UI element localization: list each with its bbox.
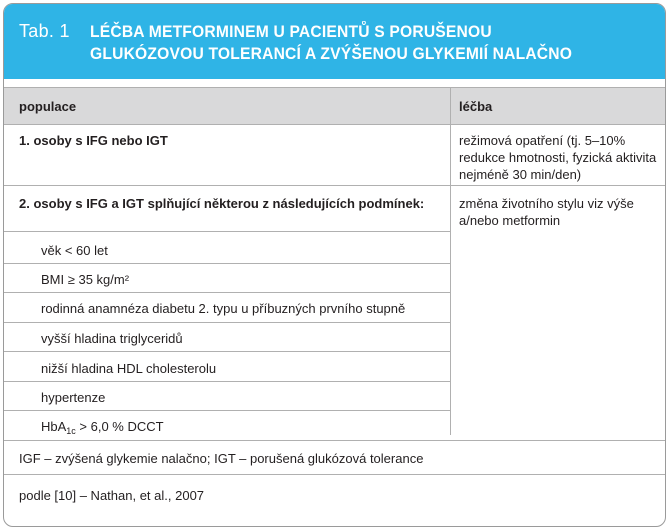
source-note: podle [10] – Nathan, et al., 2007	[19, 488, 205, 503]
row-1-population: 1. osoby s IFG nebo IGT	[19, 133, 168, 148]
column-header-treatment: léčba	[459, 99, 493, 114]
condition-separator	[4, 292, 450, 293]
column-divider	[450, 125, 451, 435]
condition-separator	[4, 351, 450, 352]
row-separator	[4, 185, 665, 186]
hba1c-suffix: > 6,0 % DCCT	[75, 419, 164, 434]
row-2-population: 2. osoby s IFG a IGT splňující některou z následujících podmínek:	[19, 196, 425, 211]
column-header-population: populace	[19, 99, 77, 114]
header-divider	[450, 88, 451, 125]
row-1-treatment: režimová opatření (tj. 5–10% redukce hmotnosti, fyzická aktivita nejméně 30 min/den)	[459, 133, 657, 182]
condition-hdl: nižší hladina HDL cholesterolu	[41, 361, 217, 376]
note-separator	[4, 474, 665, 475]
condition-hba1c	[41, 419, 164, 436]
condition-hypertension: hypertenze	[41, 390, 106, 405]
table-frame	[3, 3, 666, 527]
condition-separator	[4, 263, 450, 264]
row-2-treatment: změna životního stylu viz výše a/nebo metformin	[459, 196, 634, 228]
table-bottom-separator	[4, 440, 665, 441]
table-header-bar	[4, 4, 665, 79]
condition-separator	[4, 322, 450, 323]
hba1c-prefix: HbA	[41, 419, 67, 434]
condition-bmi: BMI ≥ 35 kg/m²	[41, 272, 130, 287]
table-number: Tab. 1	[19, 21, 70, 41]
condition-separator	[4, 231, 450, 232]
condition-age: věk < 60 let	[41, 243, 108, 258]
hba1c-subscript: 1c	[66, 426, 76, 436]
table-title: LÉČBA METFORMINEM U PACIENTŮ S PORUŠENOU GLUKÓZOVOU TOLERANCÍ A ZVÝŠENOU GLYKEMIÍ NALAČNO	[90, 22, 573, 63]
table-head	[4, 87, 665, 125]
condition-separator	[4, 410, 450, 411]
condition-triglycerides: vyšší hladina triglyceridů	[41, 331, 183, 346]
abbreviation-note: IGF – zvýšená glykemie nalačno; IGT – porušená glukózová tolerance	[19, 451, 424, 466]
condition-separator	[4, 381, 450, 382]
condition-family-history: rodinná anamnéza diabetu 2. typu u příbuzných prvního stupně	[41, 301, 406, 316]
